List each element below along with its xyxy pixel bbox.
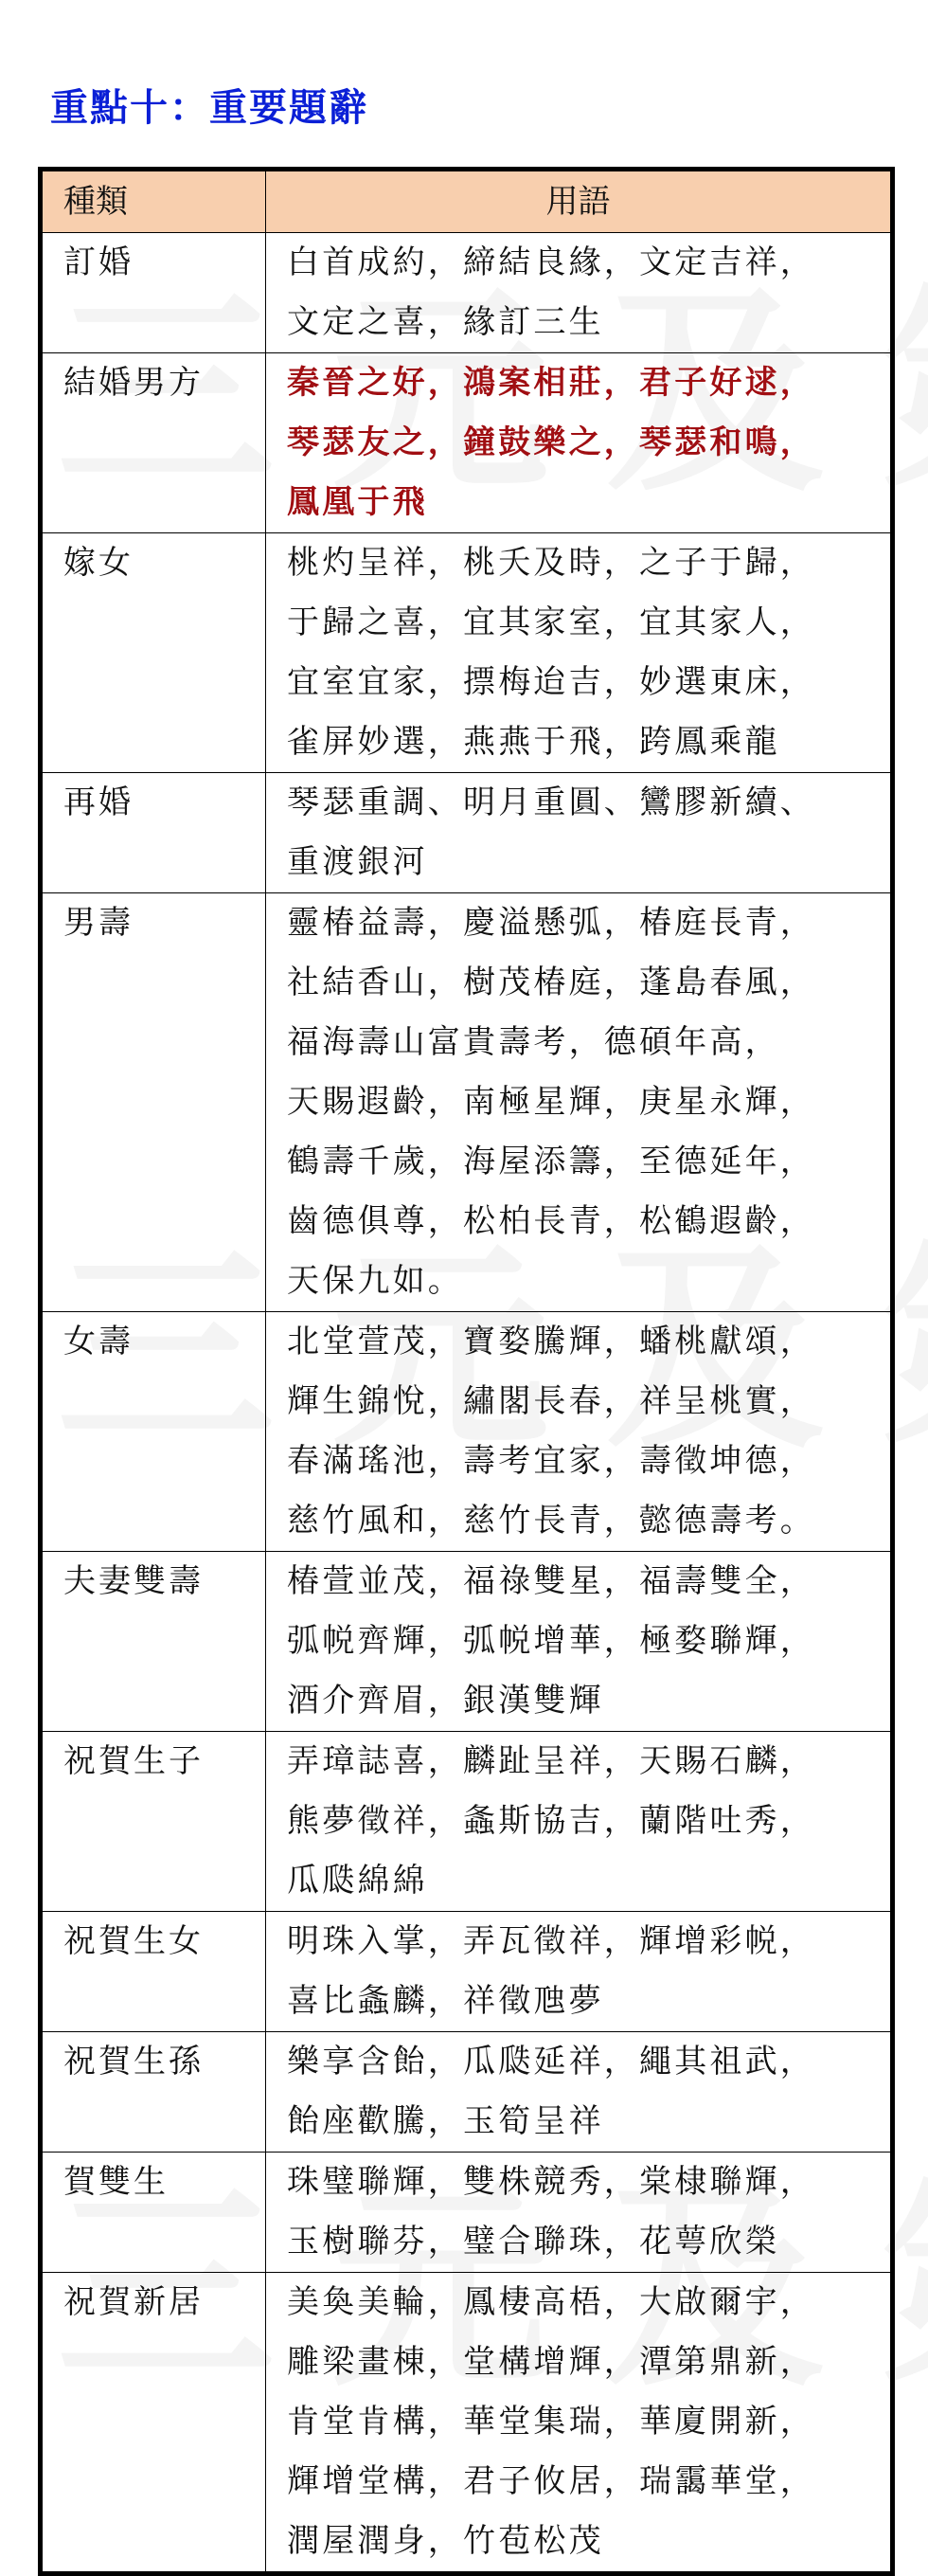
table-row (41, 2153, 893, 2273)
phrase-line: 玉樹聯芬，璧合聯珠，花萼欣榮 (287, 2223, 780, 2261)
phrase-line: 重渡銀河 (287, 843, 428, 881)
terms-table (38, 167, 895, 2576)
phrase-line: 白首成約，締結良緣，文定吉祥， (287, 243, 815, 281)
phrase-line: 肯堂肯構，華堂集瑞，華廈開新， (287, 2403, 815, 2441)
page-title: 重點十：重要題辭 (50, 85, 368, 130)
phrases-cell (266, 1552, 893, 1732)
category-cell: 女壽 (41, 1312, 266, 1552)
phrase-line: 福海壽山富貴壽考，德碩年高， (287, 1023, 780, 1061)
table-row (41, 2273, 893, 2574)
phrase-line: 文定之喜，緣訂三生 (287, 303, 604, 341)
category-cell: 夫妻雙壽 (41, 1552, 266, 1732)
phrase-line: 喜比螽麟，祥徵虺夢 (287, 1982, 604, 2020)
category-cell: 祝賀生孫 (41, 2032, 266, 2153)
phrases-cell (266, 2273, 893, 2574)
phrases-cell (266, 353, 893, 533)
phrase-line: 弄璋誌喜，麟趾呈祥，天賜石麟， (287, 1742, 815, 1780)
phrase-line: 靈椿益壽，慶溢懸弧，椿庭長青， (287, 904, 815, 942)
category-cell: 祝賀新居 (41, 2273, 266, 2574)
phrase-line: 慈竹風和，慈竹長青，懿德壽考。 (287, 1502, 815, 1540)
phrase-line: 美奐美輪，鳳棲高梧，大啟爾宇， (287, 2283, 815, 2321)
category-cell: 結婚男方 (41, 353, 266, 533)
phrase-line: 桃灼呈祥，桃夭及時，之子于歸， (287, 544, 815, 582)
phrases-cell (266, 2153, 893, 2273)
phrase-line: 雕梁畫棟，堂構增輝，潭第鼎新， (287, 2343, 815, 2381)
category-cell: 祝賀生子 (41, 1732, 266, 1912)
category-cell: 祝賀生女 (41, 1912, 266, 2032)
table-row (41, 533, 893, 773)
phrase-line: 熊夢徵祥，螽斯協吉，蘭階吐秀， (287, 1802, 815, 1840)
table-header-row (41, 170, 893, 233)
phrase-line: 天保九如。 (287, 1262, 463, 1300)
phrase-line: 珠璧聯輝，雙株競秀，棠棣聯輝， (287, 2163, 815, 2201)
phrase-line: 樂享含飴，瓜瓞延祥，繩其祖武， (287, 2043, 815, 2081)
phrase-line: 雀屏妙選，燕燕于飛，跨鳳乘龍 (287, 723, 780, 761)
phrase-line: 弧帨齊輝，弧帨增華，極婺聯輝， (287, 1622, 815, 1660)
column-header-phrases: 用語 (266, 170, 893, 233)
phrase-line: 輝增堂構，君子攸居，瑞靄華堂， (287, 2462, 815, 2500)
table-row (41, 1552, 893, 1732)
category-cell: 訂婚 (41, 233, 266, 353)
phrase-line: 琴瑟友之，鐘鼓樂之，琴瑟和鳴， (287, 423, 815, 461)
table-row (41, 1732, 893, 1912)
phrase-line: 酒介齊眉，銀漢雙輝 (287, 1682, 604, 1720)
category-cell: 再婚 (41, 773, 266, 893)
phrases-cell (266, 233, 893, 353)
column-header-category: 種類 (41, 170, 266, 233)
phrase-line: 明珠入掌，弄瓦徵祥，輝增彩帨， (287, 1922, 815, 1960)
table-row (41, 233, 893, 353)
phrases-cell (266, 893, 893, 1312)
phrase-line: 琴瑟重調、明月重圓、鸞膠新續、 (287, 784, 815, 821)
phrase-line: 鶴壽千歲，海屋添籌，至德延年， (287, 1143, 815, 1180)
phrase-line: 北堂萱茂，寶婺騰輝，蟠桃獻頌， (287, 1323, 815, 1360)
phrase-line: 椿萱並茂，福祿雙星，福壽雙全， (287, 1562, 815, 1600)
phrase-line: 潤屋潤身，竹苞松茂 (287, 2522, 604, 2560)
phrases-cell (266, 773, 893, 893)
phrases-cell (266, 1312, 893, 1552)
phrase-line: 輝生錦悅，繡閣長春，祥呈桃實， (287, 1382, 815, 1420)
phrases-cell (266, 1732, 893, 1912)
table-row (41, 353, 893, 533)
table-row (41, 773, 893, 893)
table-row (41, 893, 893, 1312)
phrase-line: 于歸之喜，宜其家室，宜其家人， (287, 603, 815, 641)
table-row (41, 1312, 893, 1552)
category-cell: 嫁女 (41, 533, 266, 773)
table-row (41, 1912, 893, 2032)
phrase-line: 秦晉之好，鴻案相莊，君子好逑， (287, 364, 815, 402)
phrase-line: 宜室宜家，摽梅迨吉，妙選東床， (287, 663, 815, 701)
phrase-line: 瓜瓞綿綿 (287, 1862, 428, 1900)
phrase-line: 天賜遐齡，南極星輝，庚星永輝， (287, 1083, 815, 1121)
category-cell: 賀雙生 (41, 2153, 266, 2273)
phrase-line: 鳳凰于飛 (287, 483, 428, 521)
table-row (41, 2032, 893, 2153)
table-body (41, 233, 893, 2574)
phrase-line: 社結香山，樹茂椿庭，蓬島春風， (287, 964, 815, 1001)
phrases-cell (266, 1912, 893, 2032)
phrases-cell (266, 2032, 893, 2153)
phrases-cell (266, 533, 893, 773)
category-cell: 男壽 (41, 893, 266, 1312)
phrase-line: 齒德俱尊，松柏長青，松鶴遐齡， (287, 1202, 815, 1240)
phrase-line: 春滿瑤池，壽考宜家，壽徵坤德， (287, 1442, 815, 1480)
phrase-line: 飴座歡騰，玉筍呈祥 (287, 2102, 604, 2140)
